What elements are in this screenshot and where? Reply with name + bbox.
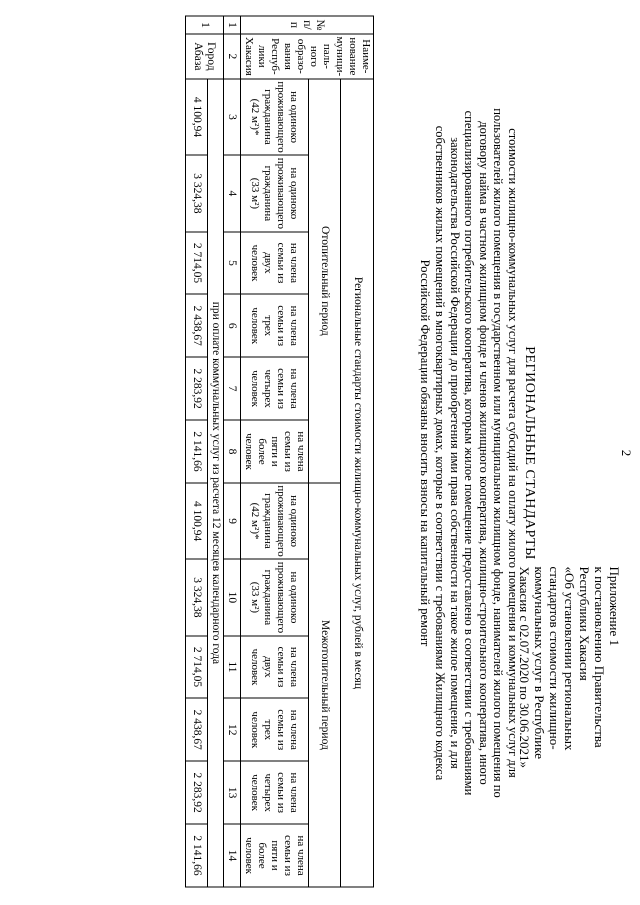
column-number: 13 bbox=[224, 761, 241, 824]
subheader-cell: на члена семьи из трех человек bbox=[241, 698, 309, 761]
subtitle-line: пользователей жилого помещения в государственном или муниципальном жилищном фонде, нанимателей жилого помещения по bbox=[491, 107, 506, 798]
column-number: 4 bbox=[224, 155, 241, 231]
subheader-cell: на члена семьи из трех человек bbox=[241, 294, 309, 357]
header-no: № п/п bbox=[241, 16, 374, 34]
column-number: 9 bbox=[224, 482, 241, 558]
subheader-cell: на члена семьи из двух человек bbox=[241, 635, 309, 698]
column-number: 2 bbox=[224, 33, 241, 78]
header-municipality: Наиме-нование муници-паль-ного образо-вания Респуб-лики Хакасия bbox=[241, 33, 374, 78]
subheader-cell: на одиноко проживающего гражданина (33 м²) bbox=[241, 559, 309, 635]
value-cell: 2 141,66 bbox=[186, 824, 208, 887]
column-number: 5 bbox=[224, 231, 241, 294]
heating-period-header: Отопительный период bbox=[309, 78, 342, 482]
value-cell: 2 283,92 bbox=[186, 761, 208, 824]
document-title: РЕГИОНАЛЬНЫЕ СТАНДАРТЫ bbox=[522, 345, 537, 560]
appendix-line: коммунальных услуг в Республике bbox=[532, 566, 547, 759]
column-number: 11 bbox=[224, 635, 241, 698]
interheating-period-header: Межотопительный период bbox=[309, 482, 342, 886]
value-cell: 2 438,67 bbox=[186, 698, 208, 761]
value-cell: 3 324,38 bbox=[186, 155, 208, 231]
column-number: 7 bbox=[224, 357, 241, 420]
subtitle-line: специализированного потребительского кооператива, которым жилое помещение предоставлено в соответствии с требованиями bbox=[462, 110, 477, 795]
column-number: 12 bbox=[224, 698, 241, 761]
standards-table bbox=[185, 15, 374, 887]
subheader-cell: на члена семьи из четырех человек bbox=[241, 357, 309, 420]
column-number: 14 bbox=[224, 824, 241, 887]
document-subtitle bbox=[418, 45, 520, 860]
appendix-line: Приложение 1 bbox=[607, 566, 622, 646]
value-cell: 2 141,66 bbox=[186, 420, 208, 483]
section-caption: при оплате коммунальных услуг из расчета 12 месяцев календарного года bbox=[208, 78, 224, 886]
column-number: 6 bbox=[224, 294, 241, 357]
subtitle-line: Российской Федерации обязаны вносить взносы на капитальный ремонт bbox=[418, 259, 433, 646]
value-cell: 4 100,94 bbox=[186, 482, 208, 558]
appendix-line: Хакасия с 02.07.2020 по 30.06.2021» bbox=[517, 566, 532, 768]
value-cell: 4 100,94 bbox=[186, 78, 208, 154]
group-header: Региональные стандарты стоимости жилищно-коммунальных услуг, рублей в месяц bbox=[341, 78, 374, 886]
subheader-cell: на одиноко проживающего гражданина (42 м²)* bbox=[241, 482, 309, 558]
subtitle-line: стоимости жилищно-коммунальных услуг для расчета субсидий на оплату жилого помещения и коммунальных услуг для bbox=[506, 127, 520, 778]
value-cell: 2 438,67 bbox=[186, 294, 208, 357]
subheader-cell: на одиноко проживающего гражданина (33 м²) bbox=[241, 155, 309, 231]
appendix-line: к постановлению Правительства bbox=[592, 566, 607, 748]
column-number: 8 bbox=[224, 420, 241, 483]
subheader-cell: на члена семьи из четырех человек bbox=[241, 761, 309, 824]
page-number: 2 bbox=[619, 449, 634, 456]
subheader-cell: на одиноко проживающего гражданина (42 м²)* bbox=[241, 78, 309, 154]
subtitle-line: собственников жилых помещений в многоквартирных домах, которые в соответствии с требованиями Жилищного кодекса bbox=[433, 125, 448, 780]
subtitle-line: договору найма в частном жилищном фонде и членов жилищного кооператива, жилищно-строительного кооператива, иного bbox=[476, 120, 491, 785]
subheader-cell: на члена семьи из пяти и более человек bbox=[241, 420, 309, 483]
subheader-cell: на члена семьи из пяти и более человек bbox=[241, 824, 309, 887]
appendix-line: «Об установлении региональных bbox=[562, 566, 577, 750]
value-cell: 2 714,05 bbox=[186, 635, 208, 698]
appendix-line: стандартов стоимости жилищно- bbox=[547, 566, 562, 750]
column-number: 10 bbox=[224, 559, 241, 635]
column-number: 1 bbox=[224, 16, 241, 34]
value-cell: 2 283,92 bbox=[186, 357, 208, 420]
subheader-cell: на члена семьи из двух человек bbox=[241, 231, 309, 294]
value-cell: 2 714,05 bbox=[186, 231, 208, 294]
value-cell: 3 324,38 bbox=[186, 559, 208, 635]
appendix-line: Республики Хакасия bbox=[577, 566, 592, 681]
subtitle-line: законодательства Российской Федерации до приобретения ими права собственности на такое жилое помещение, и для bbox=[447, 136, 462, 769]
row-municipality: Город Абаза bbox=[186, 33, 224, 78]
column-number: 3 bbox=[224, 78, 241, 154]
row-number: 1 bbox=[186, 16, 224, 34]
